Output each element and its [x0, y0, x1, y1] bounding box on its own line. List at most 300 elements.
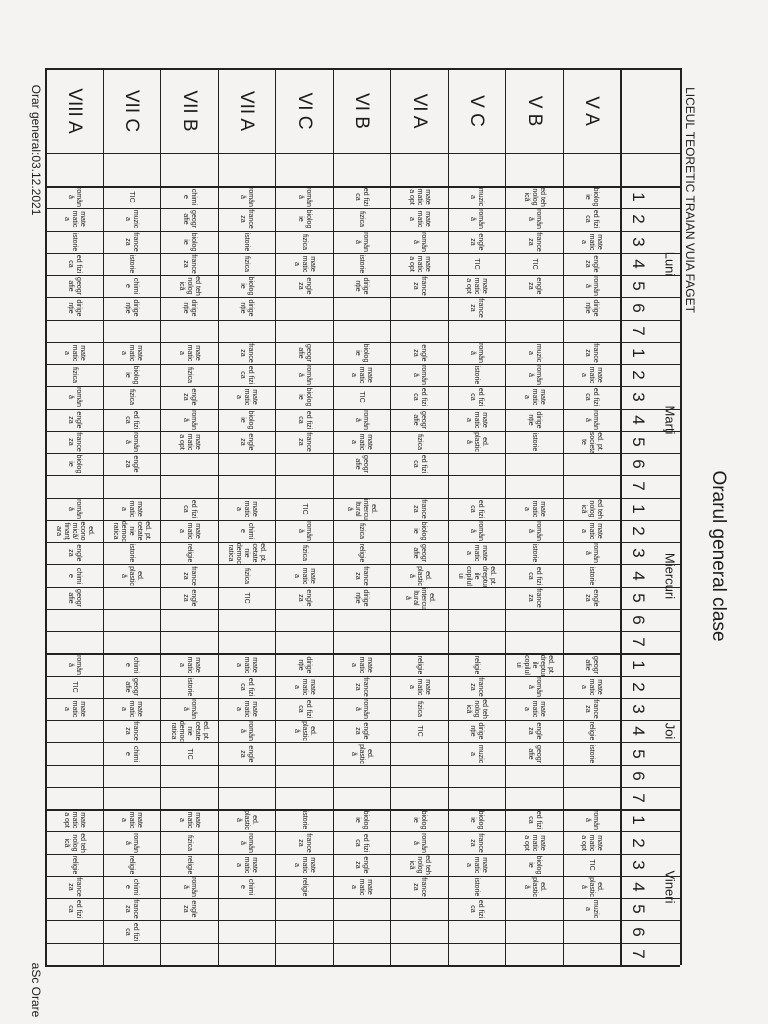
- subject-cell: român ă: [584, 276, 600, 297]
- subject-cell: mate matic a: [62, 700, 86, 718]
- subject-cell: TIC: [300, 503, 308, 515]
- subject-cell: france za: [584, 343, 600, 363]
- subject-cell: geogr afie: [181, 210, 197, 229]
- sheet-title: Orarul general clase: [708, 470, 729, 642]
- subject-cell: român ă: [584, 409, 600, 430]
- subject-cell: ed fizi ca: [584, 388, 600, 407]
- subject-cell: ed fizi ca: [354, 833, 370, 852]
- subject-cell: mate matic a: [350, 433, 374, 451]
- subject-cell: istorie: [358, 254, 366, 274]
- subject-cell: ed teh nolog ică: [177, 276, 201, 296]
- subject-cell: istorie: [243, 232, 251, 251]
- subject-cell: chimi e: [124, 878, 140, 896]
- subject-cell: religie: [473, 655, 481, 674]
- period-number: 1: [629, 659, 648, 670]
- subject-cell: france za: [66, 877, 82, 897]
- subject-cell: ed fizi ca: [411, 455, 427, 474]
- day-label: Vineri: [662, 870, 678, 904]
- subject-cell: france za: [411, 877, 427, 897]
- subject-cell: ed teh nolog ică: [465, 699, 489, 719]
- period-line: [45, 475, 680, 476]
- subject-cell: ed teh nolog ică: [522, 187, 546, 207]
- subject-cell: biolog ie: [124, 365, 140, 385]
- subject-cell: muzic a: [526, 343, 542, 363]
- subject-cell: france za: [181, 565, 197, 586]
- period-number: 1: [629, 503, 648, 514]
- subject-cell: dirige nție: [124, 299, 140, 317]
- subject-cell: ed teh nolog ică: [62, 832, 86, 853]
- subject-cell: france za: [239, 343, 255, 363]
- subject-cell: geogr afie: [124, 677, 140, 696]
- subject-cell: TIC: [185, 747, 193, 760]
- subject-cell: france za: [469, 832, 485, 853]
- subject-cell: ed. plastic ă: [292, 721, 316, 742]
- subject-cell: chimi e: [181, 188, 197, 206]
- subject-cell: ed. econo mică/ finanţ ara: [54, 521, 94, 541]
- subject-cell: engle za: [66, 544, 82, 562]
- subject-cell: engle za: [181, 900, 197, 918]
- subject-cell: mate matic a opt: [522, 834, 546, 851]
- subject-cell: român ă: [584, 810, 600, 831]
- subject-cell: ed. pt. dreptur ile copilul ui: [514, 654, 554, 677]
- subject-cell: france za: [124, 721, 140, 742]
- period-number: 1: [629, 815, 648, 826]
- class-label: VI A: [408, 93, 430, 128]
- subject-cell: ed fizi ca: [66, 900, 82, 919]
- subject-cell: ed fizi ca: [239, 366, 255, 385]
- subject-cell: mate matic a: [522, 700, 546, 718]
- subject-cell: mate matic a: [177, 344, 201, 362]
- subject-cell: mate matic a: [465, 411, 489, 429]
- period-line: [45, 920, 680, 921]
- subject-cell: mate matic a: [235, 700, 259, 718]
- subject-cell: ed fizi ca: [526, 811, 542, 830]
- class-column-line: [45, 68, 46, 965]
- subject-cell: religie: [300, 877, 308, 897]
- subject-cell: dirige nție: [354, 589, 370, 607]
- subject-cell: TIC: [415, 725, 423, 737]
- subject-cell: român ă: [66, 387, 82, 408]
- subject-cell: muzic a: [469, 187, 485, 207]
- class-column-line: [218, 68, 219, 965]
- subject-cell: fizica: [70, 367, 78, 384]
- subject-cell: fizica: [185, 367, 193, 384]
- subject-cell: ed fizi ca: [469, 388, 485, 407]
- class-column-line: [620, 68, 621, 965]
- period-number: 7: [629, 793, 648, 803]
- subject-cell: istorie: [588, 566, 596, 585]
- footer-date: Orar general:03.12.2021: [29, 84, 43, 216]
- subject-cell: geogr afie: [354, 455, 370, 474]
- subject-cell: france za: [411, 498, 427, 519]
- class-column-line: [505, 68, 506, 965]
- subject-cell: fizica: [243, 567, 251, 584]
- subject-cell: ed fizi ca: [66, 254, 82, 274]
- period-number: 7: [629, 481, 648, 492]
- subject-cell: mate matic a opt: [465, 277, 489, 295]
- subject-cell: mate matic a: [465, 544, 489, 562]
- subject-cell: mate matic a: [292, 678, 316, 696]
- subject-cell: fizica: [415, 701, 423, 717]
- subject-cell: istorie: [530, 432, 538, 452]
- subject-cell: TIC: [243, 592, 251, 604]
- subject-cell: ed. plastic ă: [120, 565, 144, 586]
- subject-cell: mate matic a: [580, 366, 604, 384]
- school-name: LICEUL TEORETIC TRAIAN VUIA FAGET: [683, 87, 697, 313]
- subject-cell: român ă: [181, 699, 197, 719]
- subject-cell: mate matic a: [177, 522, 201, 540]
- subject-cell: ed fizi ca: [469, 499, 485, 518]
- subject-cell: mate matic a: [350, 878, 374, 896]
- subject-cell: religie: [588, 721, 596, 741]
- day-period-divider: [620, 153, 680, 154]
- period-number: 4: [629, 882, 648, 892]
- subject-cell: ed fizi ca: [526, 566, 542, 585]
- class-label: VII A: [236, 90, 258, 131]
- period-number: 5: [629, 748, 648, 759]
- subject-cell: ed. pt. dreptur ile copilul ui: [457, 565, 497, 588]
- subject-cell: muzic a: [469, 744, 485, 763]
- class-column-line: [275, 68, 276, 965]
- subject-cell: france za: [526, 588, 542, 608]
- subject-cell: mate matic a: [235, 389, 259, 406]
- subject-cell: biolog ie: [584, 187, 600, 207]
- subject-cell: dirige nție: [181, 299, 197, 317]
- subject-cell: engle za: [296, 589, 312, 607]
- subject-cell: france za: [354, 565, 370, 586]
- period-number: 6: [629, 615, 648, 625]
- subject-cell: biolog ie: [354, 810, 370, 830]
- subject-cell: fizica: [185, 834, 193, 851]
- subject-cell: religie: [70, 855, 78, 875]
- subject-cell: român ă: [124, 832, 140, 853]
- subject-cell: engle za: [181, 388, 197, 406]
- day-label: Marţi: [662, 405, 678, 435]
- subject-cell: chimi e: [124, 745, 140, 762]
- subject-cell: TIC: [473, 258, 481, 270]
- subject-cell: mate matic a: [292, 567, 316, 584]
- period-line: [45, 787, 680, 788]
- subject-cell: român ă: [296, 521, 312, 541]
- period-line: [45, 320, 680, 321]
- subject-cell: france za: [469, 677, 485, 697]
- subject-cell: engle za: [296, 277, 312, 295]
- subject-cell: biolog ie: [66, 454, 82, 474]
- subject-cell: engle za: [526, 277, 542, 295]
- subject-cell: mate matic a: [407, 211, 431, 228]
- period-number: 2: [629, 682, 648, 692]
- subject-cell: mate matic a: [177, 811, 201, 829]
- subject-cell: engle za: [66, 411, 82, 429]
- period-number: 6: [629, 303, 648, 314]
- subject-cell: geogr afie: [66, 588, 82, 607]
- class-column-line: [448, 68, 449, 965]
- period-number: 2: [629, 370, 648, 380]
- period-number: 6: [629, 771, 648, 781]
- period-line: [45, 631, 680, 632]
- subject-cell: dirige nție: [584, 299, 600, 317]
- subject-cell: geogr afie: [526, 744, 542, 763]
- period-number: 2: [629, 214, 648, 225]
- subject-cell: religie: [415, 655, 423, 674]
- day-line: [45, 965, 680, 967]
- subject-cell: mate matic a: [580, 522, 604, 540]
- subject-cell: mate matic a: [292, 856, 316, 874]
- subject-cell: muzic a: [124, 210, 140, 229]
- subject-cell: mate matic a: [62, 344, 86, 362]
- subject-cell: dirige nție: [239, 299, 255, 317]
- subject-cell: istorie: [300, 810, 308, 830]
- subject-cell: dirige nție: [66, 299, 82, 317]
- subject-cell: ed fizi ca: [411, 388, 427, 407]
- subject-cell: român ă: [354, 409, 370, 430]
- subject-cell: mate matic a opt: [407, 188, 431, 206]
- subject-cell: engle za: [239, 433, 255, 451]
- subject-cell: biolog ie: [354, 343, 370, 363]
- subject-cell: român ă: [66, 654, 82, 675]
- frame-top: [45, 68, 680, 70]
- subject-cell: fizica: [300, 233, 308, 250]
- subject-cell: mate matic a: [120, 344, 144, 362]
- subject-cell: france za: [296, 832, 312, 853]
- subject-cell: geogr afie: [411, 410, 427, 429]
- day-label: Joi: [662, 722, 678, 740]
- class-column-line: [333, 68, 334, 965]
- subject-cell: dirige nție: [469, 722, 485, 740]
- subject-cell: român ă: [469, 343, 485, 363]
- subject-cell: france za: [239, 209, 255, 230]
- subject-cell: ed fizi ca: [239, 677, 255, 696]
- subject-cell: mate matic a opt: [177, 433, 201, 451]
- subject-cell: chimi e: [124, 277, 140, 295]
- subject-cell: engle za: [181, 589, 197, 607]
- subject-cell: religie: [185, 855, 193, 875]
- subject-cell: france za: [469, 298, 485, 319]
- subject-cell: fizica: [128, 389, 136, 406]
- subject-cell: român ă: [526, 365, 542, 386]
- subject-cell: român ă: [354, 231, 370, 252]
- subject-cell: ed fizi ca: [124, 922, 140, 941]
- period-line: [45, 765, 680, 766]
- subject-cell: ed. plastic ă: [407, 565, 431, 586]
- period-number: 6: [629, 926, 648, 937]
- subject-cell: român ă: [66, 187, 82, 208]
- subject-cell: mate matic a: [350, 366, 374, 384]
- subject-cell: mate matic a: [177, 656, 201, 673]
- subject-cell: fizica: [358, 523, 366, 539]
- subject-cell: mate matic a: [407, 678, 431, 696]
- subject-cell: român ă: [239, 187, 255, 208]
- subject-cell: engle za: [124, 455, 140, 473]
- subject-cell: dirige nție: [354, 277, 370, 295]
- subject-cell: biolog ie: [239, 276, 255, 296]
- class-label: V A: [581, 95, 603, 126]
- subject-cell: TIC: [588, 859, 596, 871]
- subject-cell: mate matic a: [235, 500, 259, 518]
- period-number: 3: [629, 704, 648, 714]
- class-label: V C: [466, 94, 488, 127]
- subject-cell: român ă: [411, 231, 427, 252]
- subject-cell: mate matic a: [580, 678, 604, 696]
- subject-cell: ed fizi ca: [469, 900, 485, 919]
- day-label: Miercuri: [662, 552, 678, 599]
- subject-cell: român ă: [181, 409, 197, 430]
- class-label: VI B: [351, 92, 373, 129]
- subject-cell: france za: [411, 276, 427, 296]
- class-column-line: [563, 68, 564, 965]
- class-label: V B: [523, 95, 545, 126]
- period-line: [45, 609, 680, 610]
- subject-cell: ed fizi ca: [181, 499, 197, 518]
- subject-cell: ed fizi ca: [296, 699, 312, 719]
- period-number: 3: [629, 860, 648, 870]
- subject-cell: român ă: [296, 365, 312, 386]
- subject-cell: engle za: [354, 856, 370, 874]
- subject-cell: istorie: [473, 365, 481, 385]
- class-label: VIII A: [63, 87, 85, 134]
- subject-cell: engle za: [584, 255, 600, 273]
- subject-cell: istorie: [128, 543, 136, 563]
- subject-cell: chimi e: [124, 656, 140, 673]
- subject-cell: român ă: [296, 187, 312, 208]
- subject-cell: ed. plastic ă: [465, 432, 489, 452]
- subject-cell: geogr afie: [66, 277, 82, 296]
- subject-cell: mate matic a: [465, 856, 489, 874]
- subject-cell: istorie: [588, 744, 596, 763]
- subject-cell: român ă: [526, 676, 542, 697]
- subject-cell: chimi e: [66, 567, 82, 584]
- subject-cell: biolog ie: [526, 855, 542, 875]
- subject-cell: român ă: [66, 498, 82, 519]
- subject-cell: fizica: [243, 255, 251, 272]
- subject-cell: ed teh nolog ică: [407, 855, 431, 875]
- class-label: VI C: [293, 92, 315, 129]
- subject-cell: mate matic a: [235, 856, 259, 874]
- subject-cell: religie: [358, 543, 366, 563]
- subject-cell: chimi e: [239, 878, 255, 896]
- subject-cell: ed fizi ca: [124, 410, 140, 429]
- subject-cell: ed fizi ca: [296, 410, 312, 429]
- subject-cell: ed. plastic ă: [522, 877, 546, 898]
- period-number: 5: [629, 904, 648, 915]
- period-number: 1: [629, 348, 648, 358]
- subject-cell: TIC: [530, 258, 538, 270]
- subject-cell: TIC: [128, 191, 136, 203]
- class-column-line: [103, 68, 104, 965]
- subject-cell: ed fizi ca: [354, 187, 370, 207]
- subject-cell: mate matic a: [120, 700, 144, 718]
- period-number: 7: [629, 949, 648, 959]
- period-number: 4: [629, 414, 648, 425]
- subject-cell: mate matic a: [580, 233, 604, 250]
- subject-cell: ed. intercu ltural ă: [346, 498, 378, 520]
- period-number: 6: [629, 459, 648, 469]
- period-number: 4: [629, 570, 648, 581]
- period-number: 3: [629, 548, 648, 558]
- period-number: 4: [629, 726, 648, 737]
- subject-cell: geogr afie: [296, 343, 312, 362]
- subject-cell: român ă: [354, 699, 370, 719]
- period-number: 2: [629, 837, 648, 848]
- class-label: VII C: [121, 89, 143, 132]
- subject-cell: mate matic a: [292, 255, 316, 273]
- subject-cell: fizica: [358, 211, 366, 228]
- subject-cell: france za: [526, 231, 542, 252]
- subject-cell: biolog ie: [411, 521, 427, 541]
- subject-cell: religie: [128, 855, 136, 875]
- subject-cell: engle za: [584, 589, 600, 607]
- subject-cell: dirige nție: [296, 655, 312, 674]
- subject-cell: mate matic a: [235, 656, 259, 673]
- period-number: 3: [629, 392, 648, 403]
- subject-cell: mate matic a: [120, 500, 144, 518]
- subject-cell: engle za: [354, 722, 370, 740]
- subject-cell: ed. pt. cetate nie democ ratica: [169, 721, 209, 743]
- subject-cell: mate matic a: [522, 500, 546, 518]
- subject-cell: france za: [66, 432, 82, 452]
- class-label: VII B: [178, 89, 200, 132]
- class-column-line: [390, 68, 391, 965]
- subject-cell: biolog ie: [469, 810, 485, 830]
- period-number: 3: [629, 236, 648, 247]
- subject-cell: geogr afie: [584, 655, 600, 674]
- subject-cell: france za: [296, 432, 312, 452]
- period-number: 7: [629, 325, 648, 336]
- subject-cell: france za: [354, 677, 370, 697]
- subject-cell: religie: [185, 543, 193, 563]
- period-number: 5: [629, 281, 648, 291]
- subject-cell: france za: [124, 231, 140, 252]
- subject-cell: istorie: [128, 254, 136, 274]
- footer-credit: aSc Orare: [29, 962, 43, 1018]
- subject-cell: ed. pt. societa te: [580, 431, 604, 455]
- subject-cell: biolog ie: [296, 388, 312, 407]
- subject-cell: român ă: [181, 877, 197, 898]
- subject-cell: mate matic a opt: [580, 834, 604, 851]
- subject-cell: român ă: [239, 721, 255, 742]
- subject-cell: ed. pt. cetate nie democ ratica: [227, 543, 267, 565]
- subject-cell: român ă: [411, 365, 427, 386]
- subject-cell: mate matic a: [522, 389, 546, 406]
- subject-cell: român ă: [526, 521, 542, 541]
- subject-cell: chimi e: [239, 522, 255, 540]
- period-number: 2: [629, 526, 648, 536]
- subject-cell: român ă: [411, 832, 427, 853]
- subject-cell: mate matic a opt: [62, 811, 86, 829]
- subject-cell: ed. plastic ă: [580, 877, 604, 898]
- subject-cell: ed fizi ca: [584, 210, 600, 229]
- subject-cell: engle za: [526, 722, 542, 740]
- subject-cell: TIC: [70, 681, 78, 693]
- period-number: 7: [629, 637, 648, 647]
- period-number: 1: [629, 192, 648, 202]
- subject-cell: france za: [181, 254, 197, 274]
- subject-cell: geogr afie: [411, 544, 427, 563]
- subject-cell: engle za: [469, 233, 485, 251]
- period-number: 4: [629, 259, 648, 269]
- subject-cell: român ă: [526, 209, 542, 230]
- subject-cell: ed. pt. cetate nie democ ratica: [112, 520, 152, 542]
- subject-cell: ed. plastic ă: [235, 810, 259, 831]
- subject-cell: român ă: [124, 432, 140, 452]
- day-label: Luni: [662, 251, 678, 277]
- subject-cell: biolog ie: [296, 210, 312, 229]
- subject-cell: fizica: [415, 433, 423, 450]
- subject-cell: ed. plastic ă: [350, 743, 374, 764]
- subject-cell: istorie: [530, 543, 538, 563]
- subject-cell: mate matic a opt: [407, 255, 431, 273]
- subject-cell: istorie: [185, 677, 193, 697]
